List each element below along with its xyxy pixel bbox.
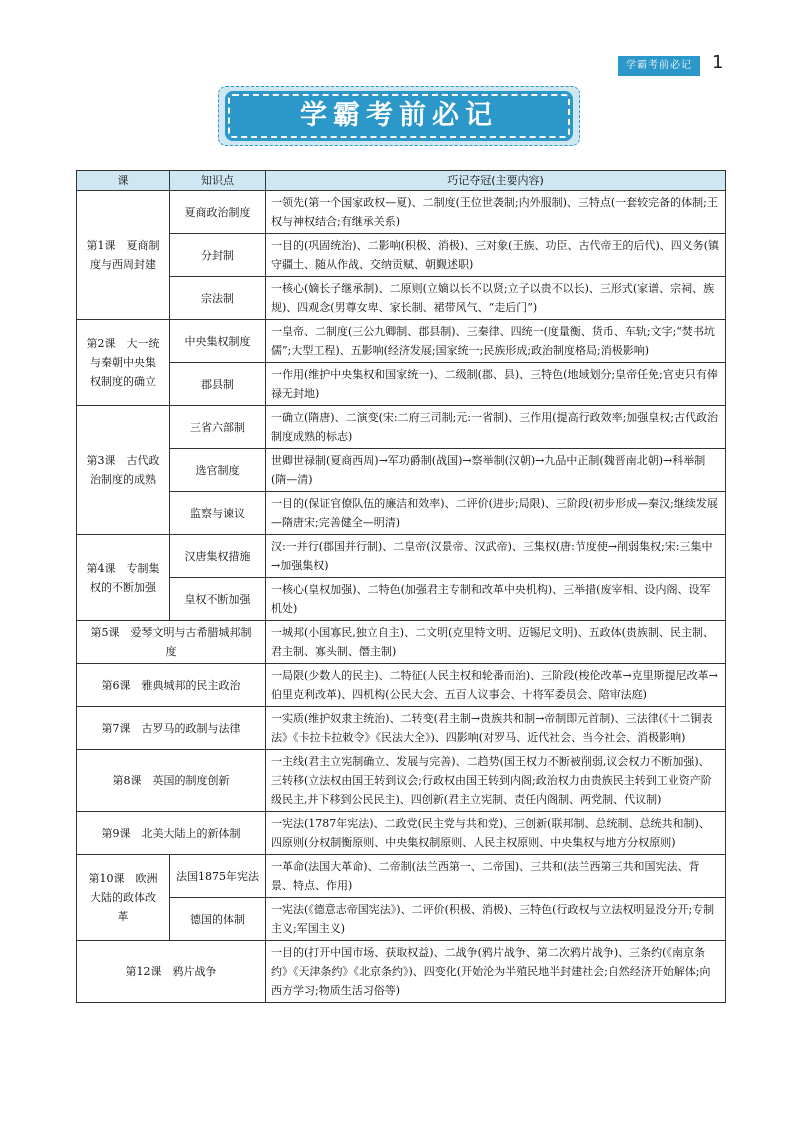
content-cell: 一宪法(1787年宪法)、二政党(民主党与共和党)、三创新(联邦制、总统制、总统共和制)、四原则(分权制衡原则、中央集权制原则、人民主权原则、中央集权与地方分权原则) (266, 812, 726, 855)
table-row (77, 535, 726, 578)
point-cell: 郡县制 (170, 363, 266, 406)
lesson-cell: 第10课 欧洲大陆的政体改革 (77, 855, 170, 941)
content-cell: 一主线(君主立宪制确立、发展与完善)、二趋势(国王权力不断被削弱,议会权力不断加强)、三转移(立法权由国王转到议会;行政权由国王转到内阁;政治权力由贵族民主转到工业资产阶级民主,并下移到公民民主)、四创新(君主立宪制、责任内阁制、两党制、代议制) (266, 750, 726, 812)
lesson-cell: 第6课 雅典城邦的民主政治 (77, 664, 266, 707)
content-cell: 一城邦(小国寡民,独立自主)、二文明(克里特文明、迈锡尼文明)、五政体(贵族制、民主制、君主制、寡头制、僭主制) (266, 621, 726, 664)
point-cell: 三省六部制 (170, 406, 266, 449)
content-cell: 一皇帝、二制度(三公九卿制、郡县制)、三秦律、四统一(度量衡、货币、车轨;文字;“焚书坑儒”;大型工程)、五影响(经济发展;国家统一;民族形成;政治制度格局;消极影响) (266, 320, 726, 363)
content-cell: 一确立(隋唐)、二演变(宋:二府三司制;元:一省制)、三作用(提高行政效率;加强皇权;古代政治制度成熟的标志) (266, 406, 726, 449)
content-cell: 一核心(皇权加强)、二特色(加强君主专制和改革中央机构)、三举措(废宰相、设内阁、设军机处) (266, 578, 726, 621)
table-row (77, 406, 726, 449)
table-row (77, 812, 726, 855)
content-cell: 一目的(保证官僚队伍的廉洁和效率)、二评价(进步;局限)、三阶段(初步形成—秦汉;继续发展—隋唐宋;完善健全—明清) (266, 492, 726, 535)
header-tag: 学霸考前必记 (618, 56, 700, 76)
lesson-cell: 第8课 英国的制度创新 (77, 750, 266, 812)
table-row (77, 578, 726, 621)
lesson-cell: 第12课 鸦片战争 (77, 941, 266, 1003)
table-row (77, 320, 726, 363)
content-cell: 一核心(嫡长子继承制)、二原则(立嫡以长不以贤;立子以贵不以长)、三形式(家谱、宗祠、族规)、四观念(男尊女卑、家长制、裙带风气、“走后门”) (266, 277, 726, 320)
table-row (77, 191, 726, 234)
point-cell: 分封制 (170, 234, 266, 277)
point-cell: 法国1875年宪法 (170, 855, 266, 898)
point-cell: 皇权不断加强 (170, 578, 266, 621)
table-row (77, 664, 726, 707)
table-row (77, 941, 726, 1003)
table-row (77, 277, 726, 320)
content-cell: 一目的(打开中国市场、获取权益)、二战争(鸦片战争、第二次鸦片战争)、三条约(《南京条约》《天津条约》《北京条约》)、四变化(开始沦为半殖民地半封建社会;自然经济开始解体;向西方学习;物质生活习俗等) (266, 941, 726, 1003)
table-header-row (77, 171, 726, 191)
lesson-cell: 第1课 夏商制度与西周封建 (77, 191, 170, 320)
header-point: 知识点 (170, 171, 266, 191)
lesson-cell: 第4课 专制集权的不断加强 (77, 535, 170, 621)
lesson-cell: 第3课 古代政治制度的成熟 (77, 406, 170, 535)
header-lesson: 课 (77, 171, 170, 191)
lesson-cell: 第9课 北美大陆上的新体制 (77, 812, 266, 855)
content-cell: 一作用(维护中央集权和国家统一)、二级制(郡、县)、三特色(地域划分;皇帝任免;官吏只有俸禄无封地) (266, 363, 726, 406)
content-cell: 一目的(巩固统治)、二影响(积极、消极)、三对象(王族、功臣、古代帝王的后代)、四义务(镇守疆土、随从作战、交纳贡赋、朝觐述职) (266, 234, 726, 277)
summary-table (76, 170, 726, 1003)
page-number: 1 (712, 52, 724, 73)
lesson-cell: 第2课 大一统与秦朝中央集权制度的确立 (77, 320, 170, 406)
lesson-cell: 第7课 古罗马的政制与法律 (77, 707, 266, 750)
point-cell: 监察与谏议 (170, 492, 266, 535)
table-row (77, 855, 726, 898)
content-cell: 一实质(维护奴隶主统治)、二转变(君主制→贵族共和制→帝制即元首制)、三法律(《十二铜表法》《卡拉卡拉敕令》《民法大全》)、四影响(对罗马、近代社会、当今社会、消极影响) (266, 707, 726, 750)
point-cell: 德国的体制 (170, 898, 266, 941)
content-cell: 一领先(第一个国家政权—夏)、二制度(王位世袭制;内外服制)、三特点(一套较完备的体制;王权与神权结合;有继承关系) (266, 191, 726, 234)
lesson-cell: 第5课 爱琴文明与古希腊城邦制度 (77, 621, 266, 664)
table-row (77, 707, 726, 750)
table-row (77, 898, 726, 941)
table-row (77, 234, 726, 277)
content-cell: 一革命(法国大革命)、二帝制(法兰西第一、二帝国)、三共和(法兰西第三共和国宪法、背景、特点、作用) (266, 855, 726, 898)
table-row (77, 363, 726, 406)
table-row (77, 750, 726, 812)
table-row (77, 621, 726, 664)
header-content: 巧记夺冠(主要内容) (266, 171, 726, 191)
point-cell: 夏商政治制度 (170, 191, 266, 234)
banner-title: 学霸考前必记 (228, 94, 570, 138)
content-cell: 世卿世禄制(夏商西周)→军功爵制(战国)→察举制(汉朝)→九品中正制(魏晋南北朝)→科举制(隋—清) (266, 449, 726, 492)
table-row (77, 449, 726, 492)
point-cell: 汉唐集权措施 (170, 535, 266, 578)
table-row (77, 492, 726, 535)
point-cell: 选官制度 (170, 449, 266, 492)
point-cell: 中央集权制度 (170, 320, 266, 363)
content-cell: 一宪法(《德意志帝国宪法》)、二评价(积极、消极)、三特色(行政权与立法权明显没分开;专制主义;军国主义) (266, 898, 726, 941)
content-cell: 一局限(少数人的民主)、二特征(人民主权和轮番而治)、三阶段(梭伦改革→克里斯提尼改革→伯里克利改革)、四机构(公民大会、五百人议事会、十将军委员会、陪审法庭) (266, 664, 726, 707)
content-cell: 汉:一并行(郡国并行制)、二皇帝(汉景帝、汉武帝)、三集权(唐:节度使→削弱集权;宋:三集中→加强集权) (266, 535, 726, 578)
point-cell: 宗法制 (170, 277, 266, 320)
